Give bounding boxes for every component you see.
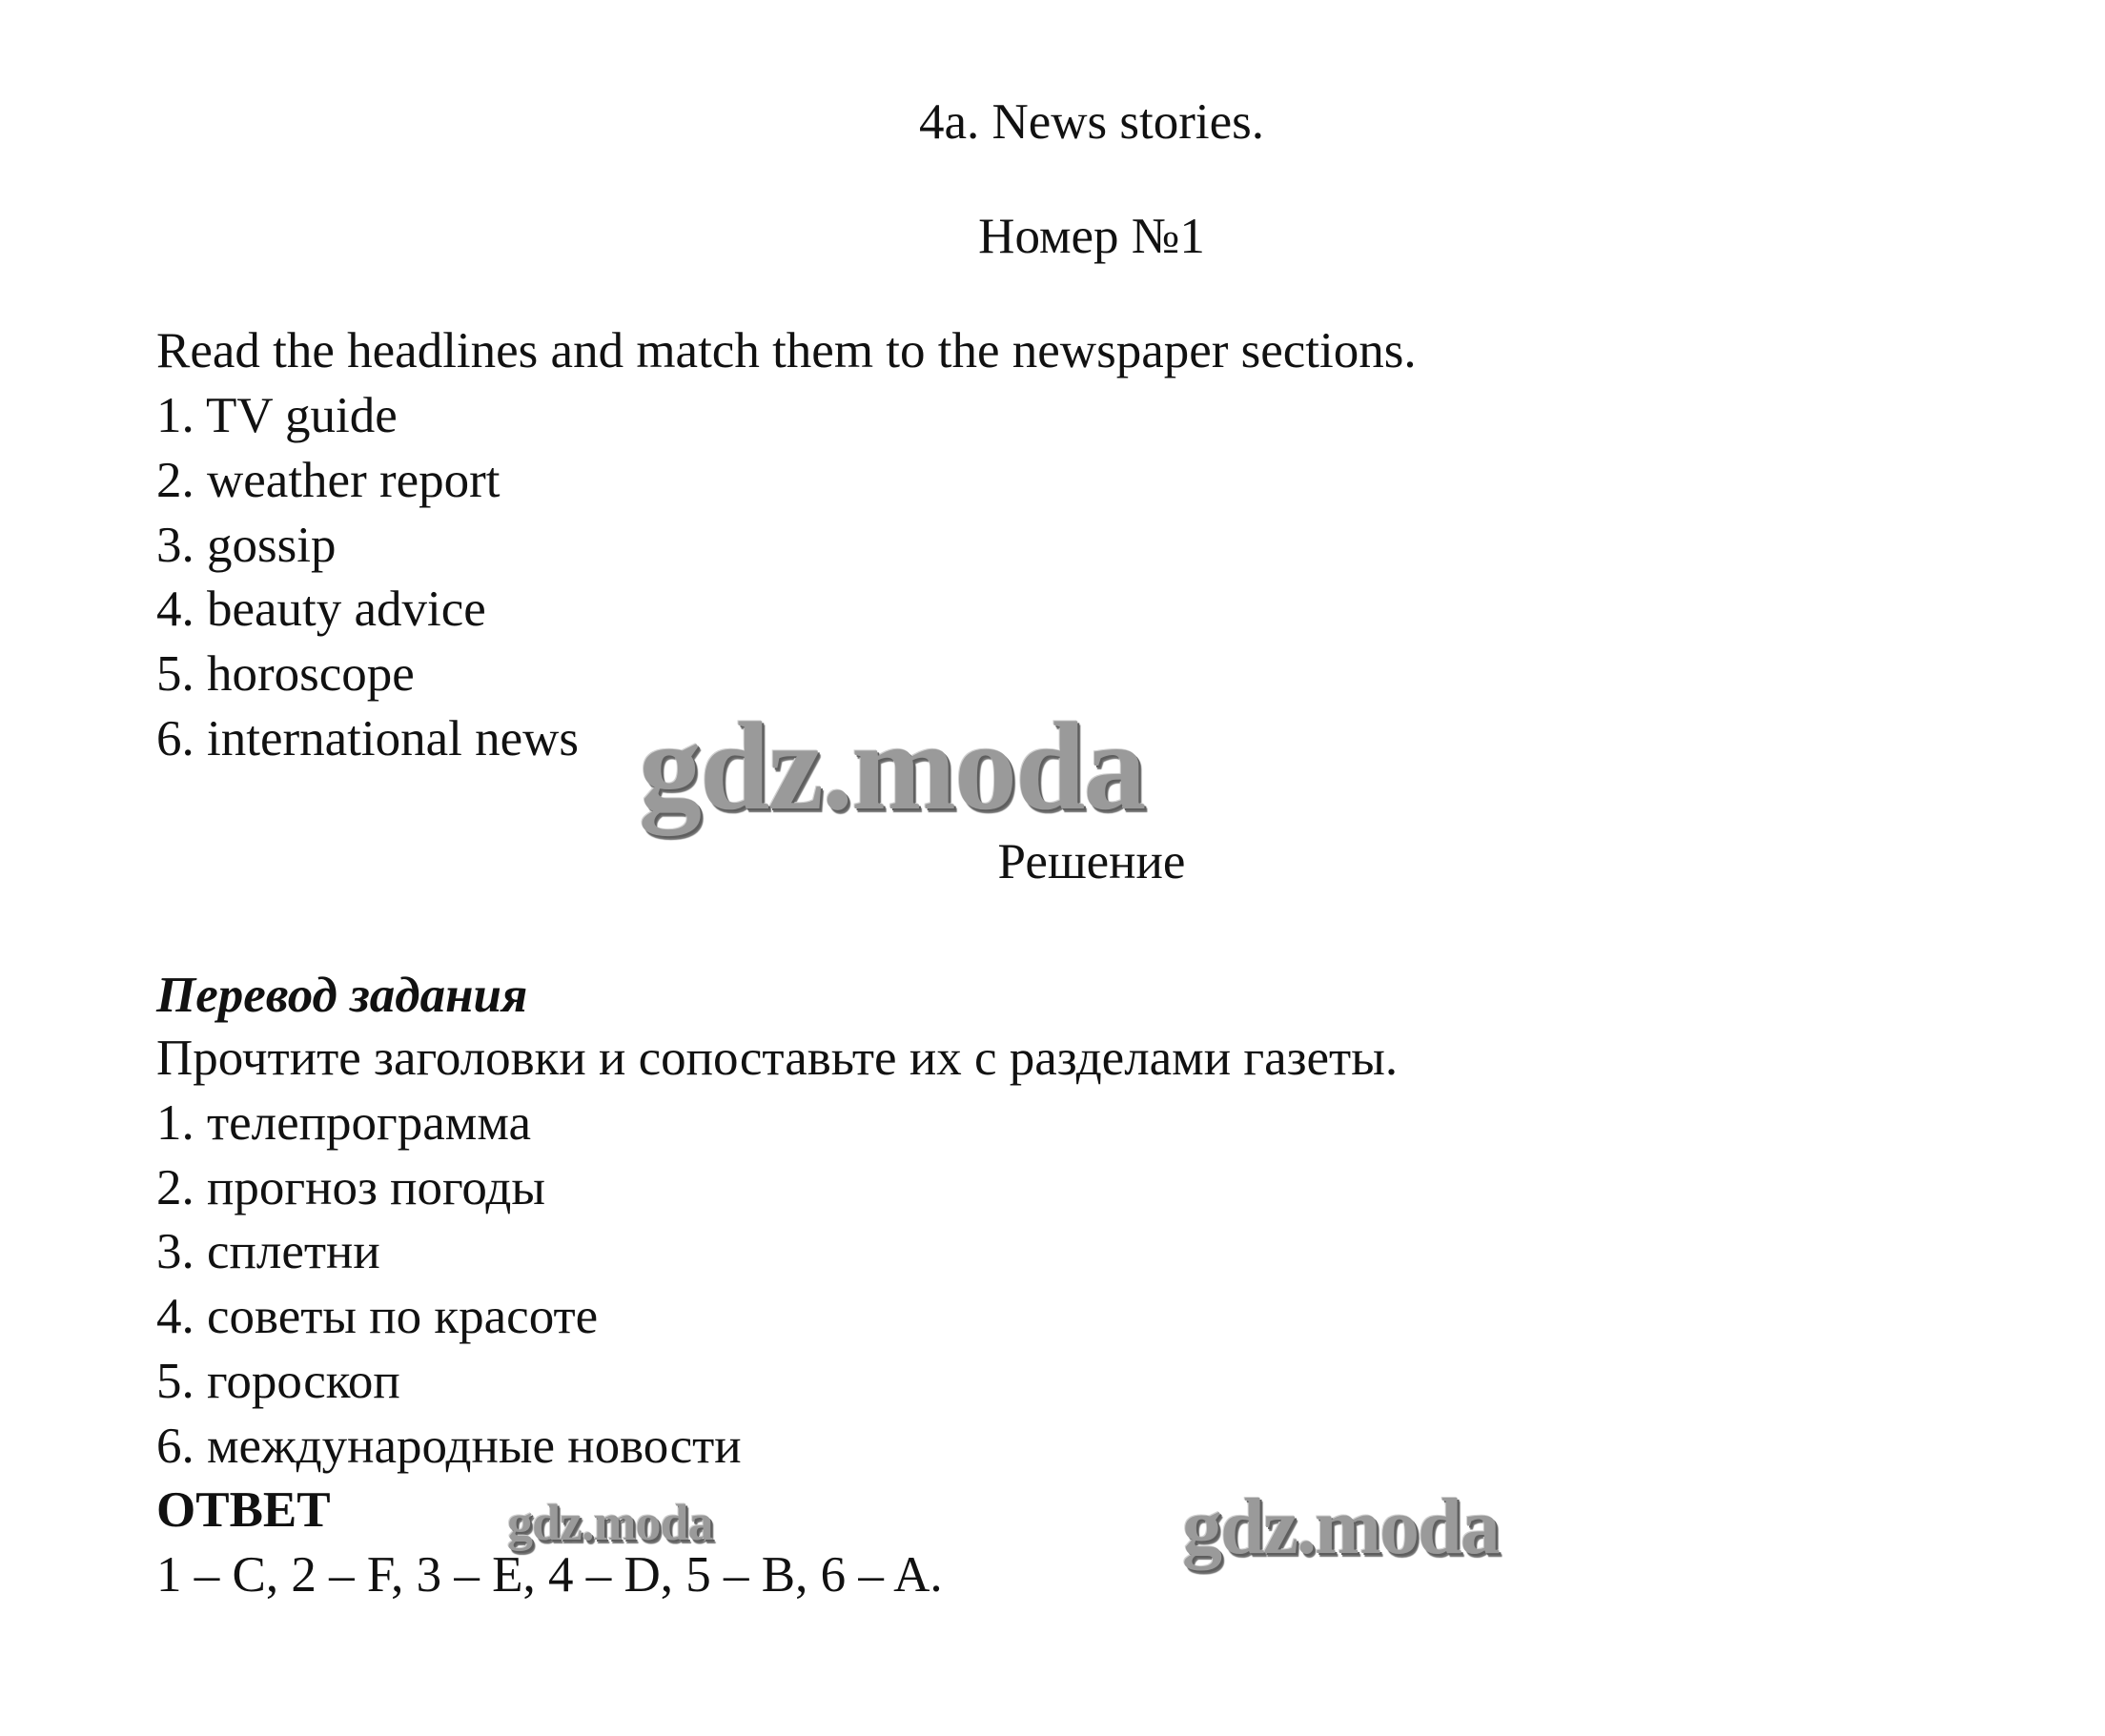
- translation-item-4: 4. советы по красоте: [156, 1289, 599, 1344]
- watermark-small: gdz.moda: [507, 1494, 713, 1551]
- translation-item-3: 3. сплетни: [156, 1224, 380, 1279]
- translation-item-6: 6. международные новости: [156, 1419, 742, 1474]
- solution-heading: Решение: [997, 834, 1186, 889]
- task-item-6: 6. international news: [156, 711, 580, 766]
- translation-heading: Перевод задания: [156, 968, 528, 1023]
- task-item-4: 4. beauty advice: [156, 582, 486, 637]
- watermark-large: gdz.moda: [639, 696, 1145, 836]
- exercise-number: Номер №1: [978, 209, 1205, 264]
- task-item-5: 5. horoscope: [156, 646, 415, 702]
- task-instruction: Read the headlines and match them to the newspaper sections.: [156, 323, 1417, 378]
- translation-item-2: 2. прогноз погоды: [156, 1160, 545, 1215]
- answer-heading: ОТВЕТ: [156, 1482, 331, 1538]
- answer-text: 1 – C, 2 – F, 3 – E, 4 – D, 5 – B, 6 – A.: [156, 1547, 943, 1603]
- watermark-medium: gdz.moda: [1182, 1482, 1499, 1571]
- task-item-1: 1. TV guide: [156, 388, 398, 443]
- page-title: 4a. News stories.: [918, 94, 1265, 150]
- task-item-2: 2. weather report: [156, 453, 501, 508]
- translation-item-5: 5. гороскоп: [156, 1354, 400, 1409]
- translation-instruction: Прочтите заголовки и сопоставьте их с разделами газеты.: [156, 1031, 1399, 1086]
- task-item-3: 3. gossip: [156, 518, 337, 573]
- translation-item-1: 1. телепрограмма: [156, 1095, 532, 1151]
